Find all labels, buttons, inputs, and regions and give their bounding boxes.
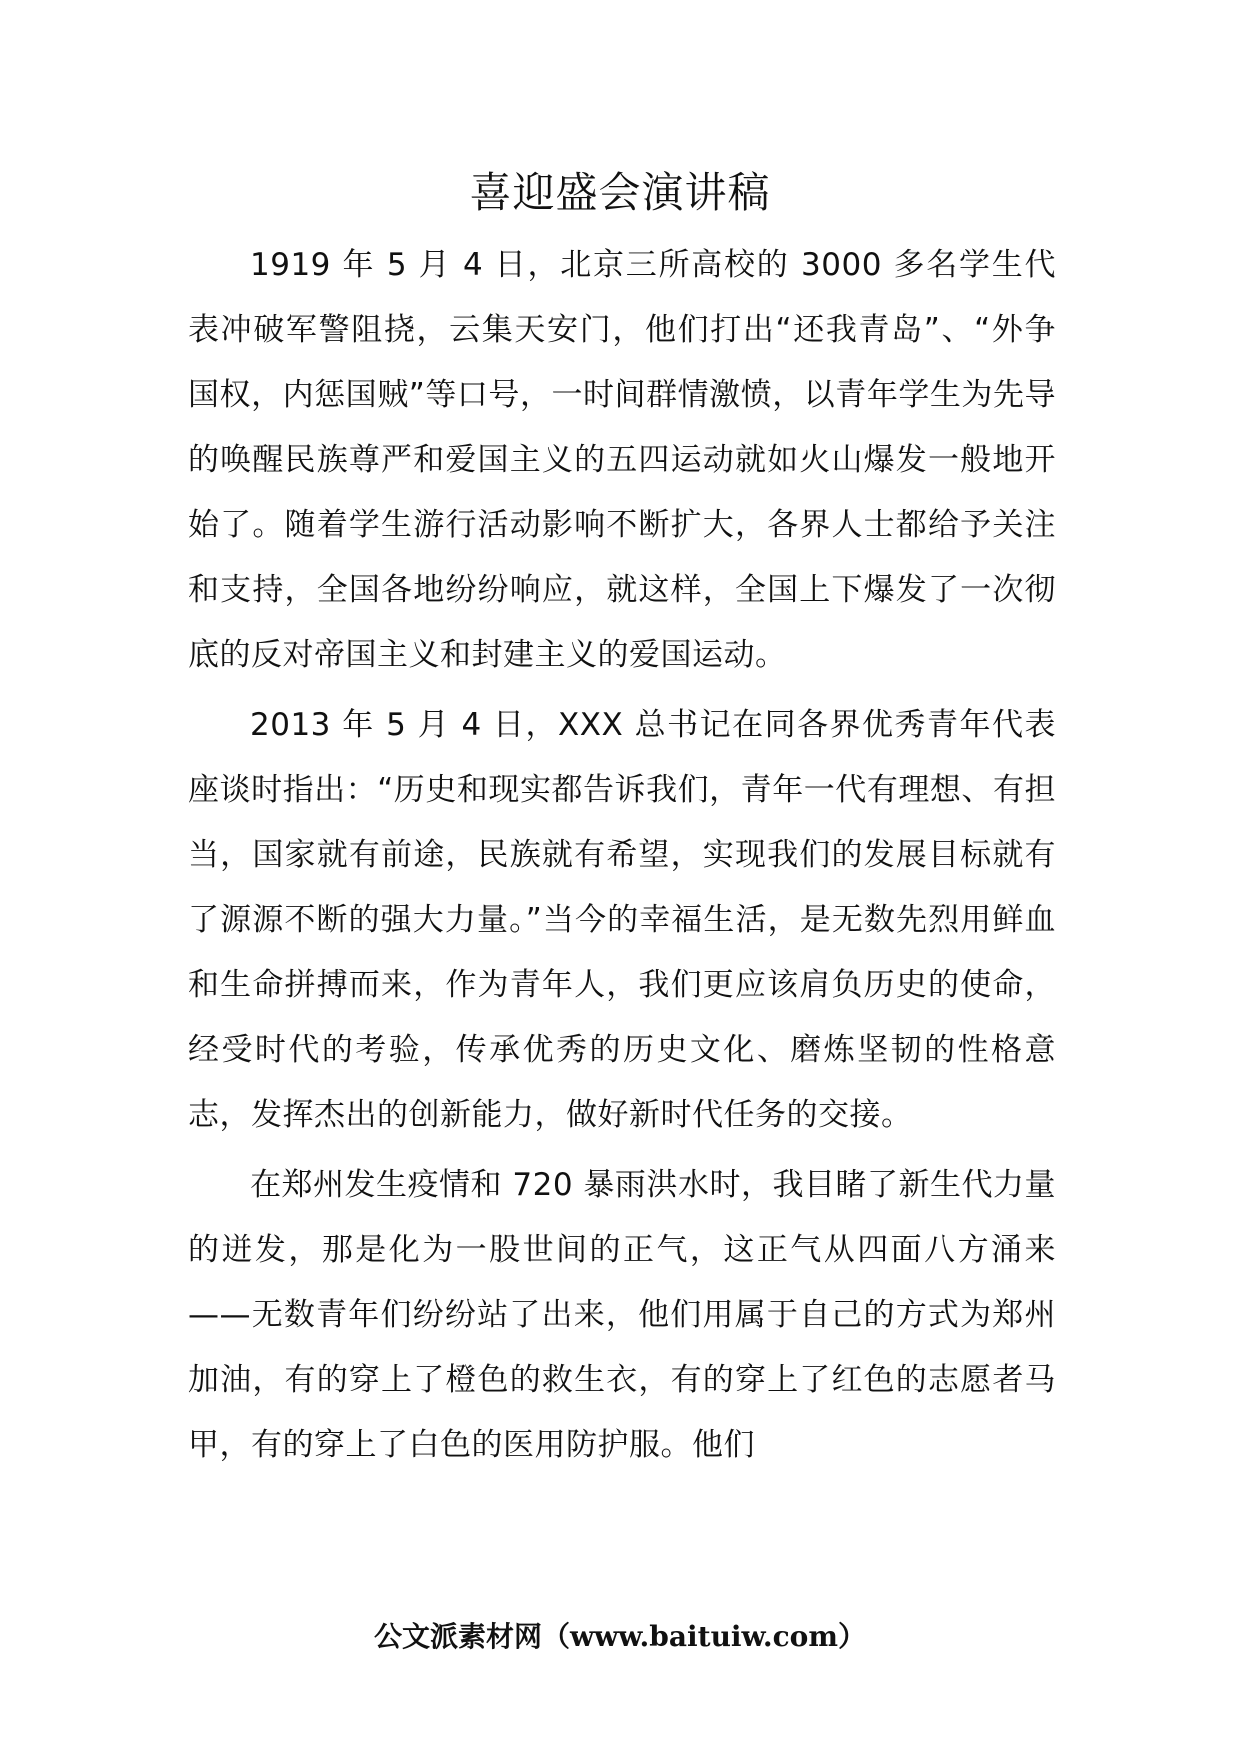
paragraph-3: 在郑州发生疫情和 720 暴雨洪水时，我目睹了新生代力量的迸发，那是化为一股世间的正气，这正气从四面八方涌来——无数青年们纷纷站了出来，他们用属于自己的方式为郑州加油，有的穿上了橙色的救生衣，有的穿上了红色的志愿者马甲，有的穿上了白色的医用防护服。他们 [188,1167,1056,1463]
paragraph-1: 1919 年 5 月 4 日，北京三所高校的 3000 多名学生代表冲破军警阻挠，云集天安门，他们打出“还我青岛”、“外争国权，内惩国贼”等口号，一时间群情激愤，以青年学生为先导的唤醒民族尊严和爱国主义的五四运动就如火山爆发一般地开始了。随着学生游行活动影响不断扩大，各界人士都给予关注和支持，全国各地纷纷响应，就这样，全国上下爆发了一次彻底的反对帝国主义和封建主义的爱国运动。 [188,247,1056,673]
paragraph-2: 2013 年 5 月 4 日，XXX 总书记在同各界优秀青年代表座谈时指出：“历史和现实都告诉我们，青年一代有理想、有担当，国家就有前途，民族就有希望，实现我们的发展目标就有了源源不断的强大力量。”当今的幸福生活，是无数先烈用鲜血和生命拼搏而来，作为青年人，我们更应该肩负历史的使命，经受时代的考验，传承优秀的历史文化、磨炼坚韧的性格意志，发挥杰出的创新能力，做好新时代任务的交接。 [188,707,1056,1133]
document-title: 喜迎盛会演讲稿 [469,168,771,217]
document-body [188,233,1056,1483]
source-footer: 公文派素材网（www.baituiw.com） [374,1620,866,1653]
